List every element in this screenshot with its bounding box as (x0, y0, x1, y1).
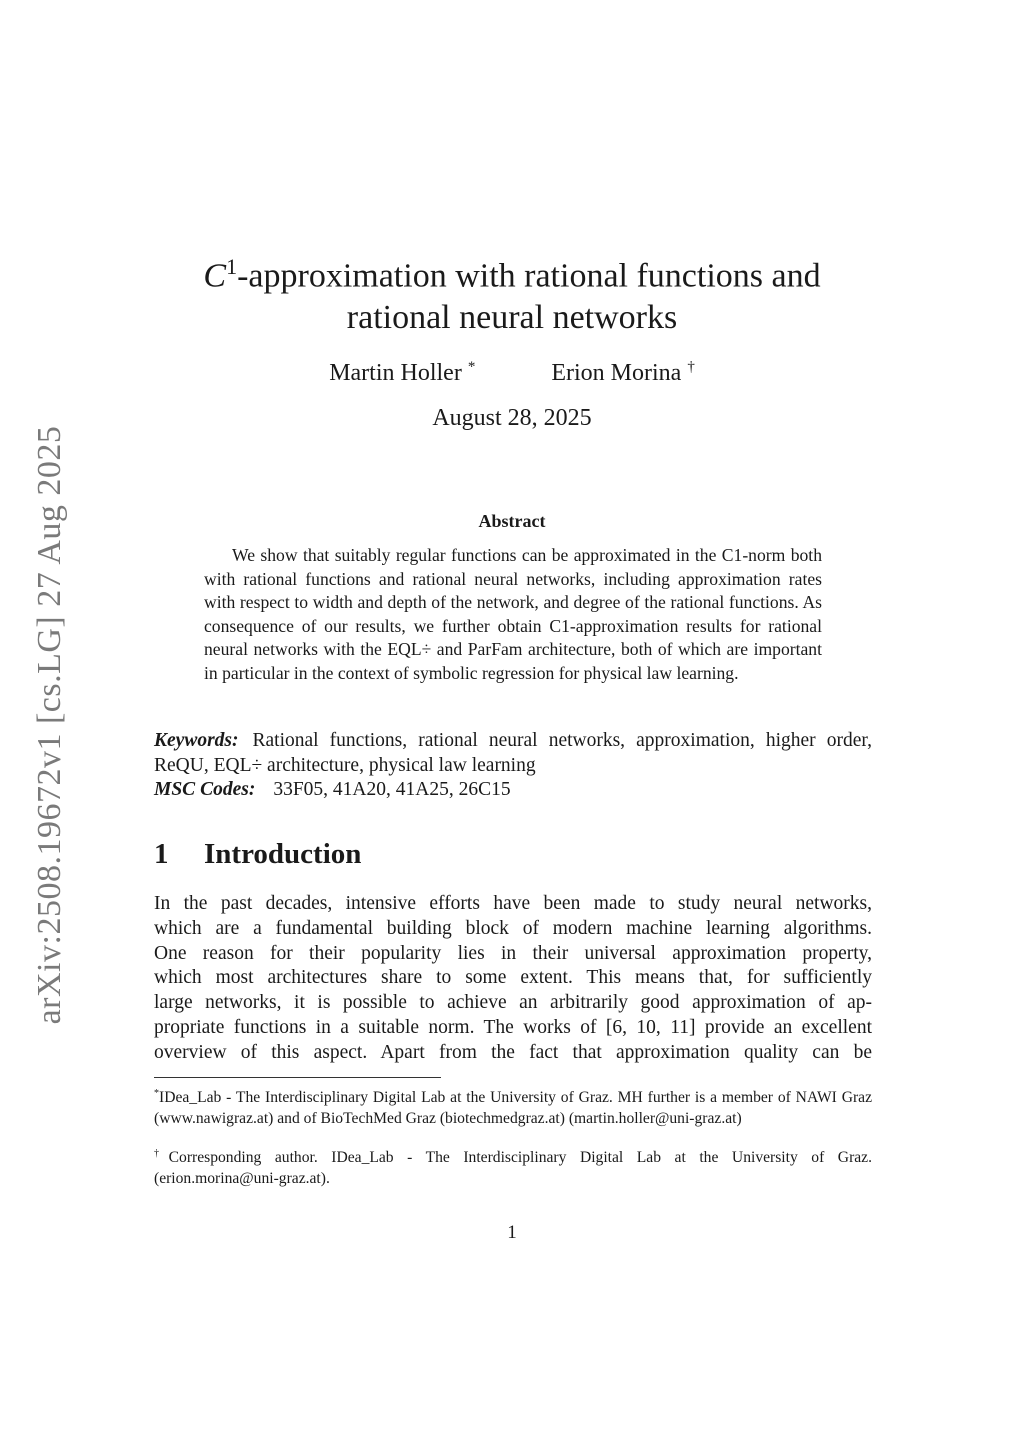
footnote-divider (154, 1077, 441, 1078)
intro-line: propriate functions in a suitable norm. The works of [6, 10, 11] provide an excellent (154, 1016, 872, 1038)
title-line-1 (0, 246, 1024, 297)
keywords (154, 729, 872, 778)
keywords-label: Keywords: (154, 730, 239, 751)
title-superscript: 1 (226, 254, 238, 279)
author-name: Martin Holler (329, 360, 462, 386)
intro-line: which are a fundamental building block of modern machine learning algorithms. (154, 917, 872, 939)
footnote-text: IDea_Lab - The Interdisciplinary Digital Lab at the University of Graz. MH further is a member of NAWI Graz (www.nawigraz.at) and of BioTechMed Graz (biotechmedgraz.at) (martin.holler@uni-graz.at) (154, 1089, 872, 1127)
author-list (0, 359, 1024, 387)
intro-line: overview of this aspect. Apart from the fact that approximation quality can be (154, 1041, 872, 1063)
intro-paragraph (154, 892, 872, 1066)
section-title: Introduction (204, 838, 362, 870)
abstract-text: We show that suitably regular functions can be approximated in the C1-norm both with rational functions and rational neural networks, including approximation rates with respect to width and depth of the network, and degree of the rational functions. As consequence of our results, we further obtain C1-approximation results for rational neural networks with the EQL÷ and ParFam architecture, both of which are important in particular in the context of symbolic regression for physical law learning. (204, 545, 822, 683)
msc-label: MSC Codes: (154, 779, 256, 800)
section-number: 1 (154, 838, 169, 870)
title-line-1-text: -approximation with rational functions and (237, 257, 821, 295)
paper-title (0, 246, 1024, 339)
intro-line: large networks, it is possible to achieve an arbitrarily good approximation of ap- (154, 992, 872, 1014)
footnote (154, 1144, 872, 1189)
section-heading (154, 838, 361, 871)
footnote-text: Corresponding author. IDea_Lab - The Interdisciplinary Digital Lab at the University of Graz. (erion.morina@uni-graz.at). (154, 1149, 873, 1187)
msc-text: 33F05, 41A20, 41A25, 26C15 (273, 779, 511, 800)
keywords-text: Rational functions, rational neural networks, approximation, higher order, ReQU, EQL÷ architecture, physical law learning (154, 730, 872, 776)
msc-codes (154, 778, 872, 803)
intro-line: One reason for their popularity lies in their universal approximation property, (154, 942, 872, 964)
footnote (154, 1084, 872, 1129)
author-mark: † (687, 359, 695, 375)
intro-line: In the past decades, intensive efforts have been made to study neural networks, (154, 893, 872, 914)
abstract-heading: Abstract (478, 511, 546, 531)
title-line-2: rational neural networks (346, 299, 678, 337)
author-mark: * (467, 359, 476, 375)
footnote-mark: * (154, 1088, 159, 1099)
title-symbol: C (203, 257, 227, 295)
footnote-mark: † (154, 1148, 169, 1159)
arxiv-identifier: arXiv:2508.19672v1 [cs.LG] 27 Aug 2025 (31, 425, 68, 1025)
paper-date: August 28, 2025 (432, 405, 592, 431)
intro-line: which most architectures share to some extent. This means that, for sufficiently (154, 967, 872, 989)
author-name: Erion Morina (551, 360, 682, 386)
page-number: 1 (507, 1222, 517, 1243)
